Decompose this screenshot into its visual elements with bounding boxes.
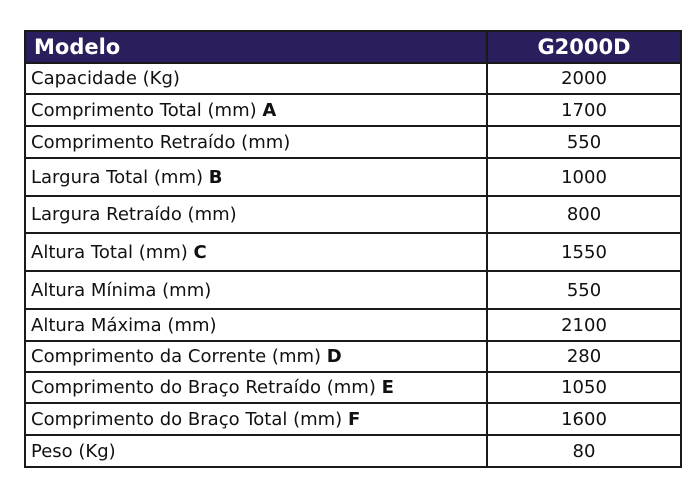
table-row xyxy=(25,403,681,435)
row-value: 80 xyxy=(487,435,681,467)
row-label xyxy=(25,309,487,341)
row-label xyxy=(25,158,487,196)
dimension-marker: D xyxy=(326,346,342,367)
row-value: 1050 xyxy=(487,372,681,403)
row-label xyxy=(25,94,487,126)
table-row xyxy=(25,271,681,309)
dimension-marker: E xyxy=(381,377,394,398)
row-label-text: Largura Retraído (mm) xyxy=(31,204,237,225)
row-label xyxy=(25,435,487,467)
dimension-marker: C xyxy=(193,241,207,263)
row-label xyxy=(25,63,487,94)
row-value: 2100 xyxy=(487,309,681,341)
row-label xyxy=(25,403,487,435)
table-row xyxy=(25,233,681,271)
dimension-marker: B xyxy=(208,166,223,188)
dimension-marker: A xyxy=(262,99,277,121)
table-row xyxy=(25,94,681,126)
header-model: G2000D xyxy=(487,31,681,63)
row-label-text: Largura Total (mm) xyxy=(31,166,204,188)
header-label: Modelo xyxy=(25,31,487,63)
row-label-text: Comprimento do Braço Total (mm) xyxy=(31,408,343,430)
row-value: 550 xyxy=(487,126,681,158)
row-label-text: Altura Mínima (mm) xyxy=(31,279,212,301)
table-row xyxy=(25,372,681,403)
table-row xyxy=(25,435,681,467)
row-label-text: Altura Máxima (mm) xyxy=(31,314,217,336)
row-value: 1600 xyxy=(487,403,681,435)
row-value: 550 xyxy=(487,271,681,309)
table-header-row xyxy=(25,31,681,63)
row-label-text: Comprimento do Braço Retraído (mm) xyxy=(31,377,376,398)
row-label xyxy=(25,372,487,403)
table-row xyxy=(25,341,681,372)
table-row xyxy=(25,158,681,196)
table-row xyxy=(25,63,681,94)
row-value: 800 xyxy=(487,196,681,233)
row-label-text: Comprimento Retraído (mm) xyxy=(31,131,291,153)
row-label-text: Comprimento Total (mm) xyxy=(31,99,257,121)
row-label xyxy=(25,233,487,271)
row-label xyxy=(25,341,487,372)
row-value: 1700 xyxy=(487,94,681,126)
row-value: 1000 xyxy=(487,158,681,196)
dimension-marker: F xyxy=(347,408,361,430)
table-row xyxy=(25,309,681,341)
row-label-text: Altura Total (mm) xyxy=(31,241,188,263)
row-label xyxy=(25,126,487,158)
spec-table xyxy=(24,30,682,468)
table-row xyxy=(25,126,681,158)
row-label xyxy=(25,196,487,233)
row-label-text: Peso (Kg) xyxy=(31,440,116,462)
row-value: 1550 xyxy=(487,233,681,271)
row-label-text: Capacidade (Kg) xyxy=(31,68,180,89)
row-label xyxy=(25,271,487,309)
row-value: 2000 xyxy=(487,63,681,94)
row-label-text: Comprimento da Corrente (mm) xyxy=(31,346,322,367)
row-value: 280 xyxy=(487,341,681,372)
table-row xyxy=(25,196,681,233)
